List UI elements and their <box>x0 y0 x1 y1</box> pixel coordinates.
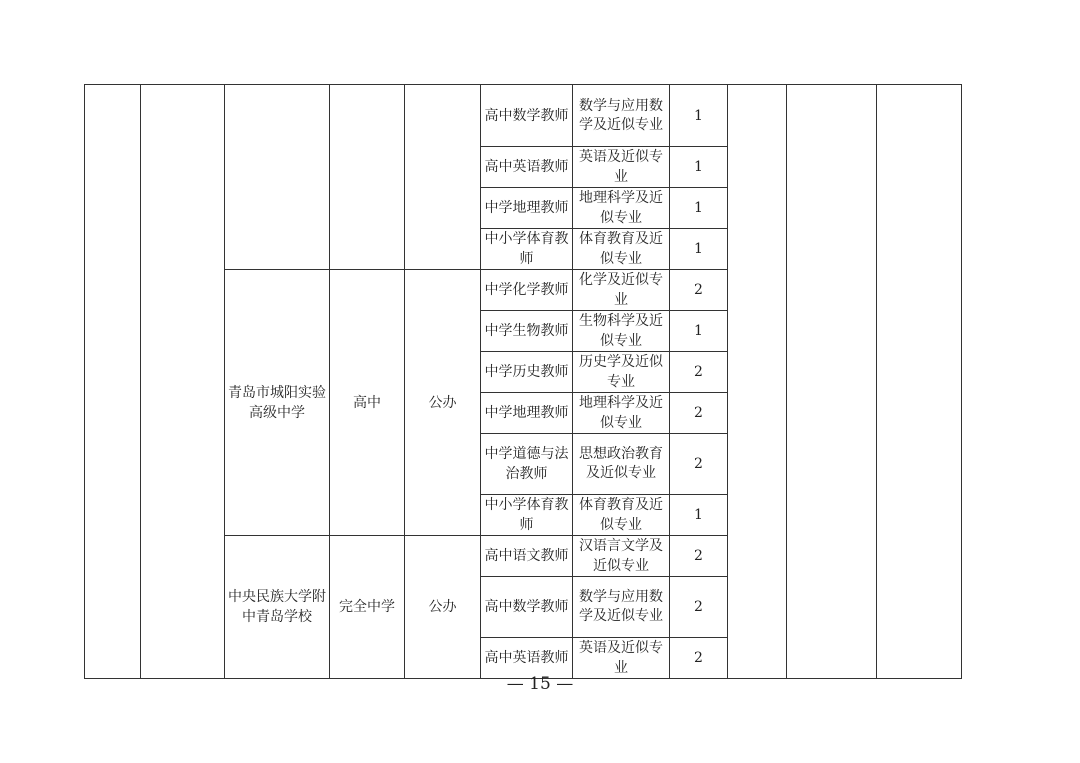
recruitment-table <box>84 84 962 679</box>
hire-count: 1 <box>670 229 728 270</box>
major-requirement: 英语及近似专业 <box>573 147 670 188</box>
post-name: 高中英语教师 <box>481 638 573 679</box>
post-name: 高中英语教师 <box>481 147 573 188</box>
school-type <box>405 85 481 270</box>
post-name: 中学化学教师 <box>481 270 573 311</box>
post-name: 中学地理教师 <box>481 393 573 434</box>
school-type: 公办 <box>405 536 481 679</box>
major-requirement: 英语及近似专业 <box>573 638 670 679</box>
empty-cell <box>85 85 141 679</box>
major-requirement: 地理科学及近似专业 <box>573 393 670 434</box>
major-requirement: 体育教育及近似专业 <box>573 495 670 536</box>
major-requirement: 思想政治教育及近似专业 <box>573 434 670 495</box>
post-name: 高中数学教师 <box>481 85 573 147</box>
hire-count: 1 <box>670 147 728 188</box>
empty-cell <box>728 85 787 679</box>
empty-cell <box>877 85 962 679</box>
empty-cell <box>141 85 225 679</box>
school-level: 高中 <box>330 270 405 536</box>
school-name <box>225 85 330 270</box>
hire-count: 1 <box>670 188 728 229</box>
major-requirement: 数学与应用数学及近似专业 <box>573 85 670 147</box>
school-type: 公办 <box>405 270 481 536</box>
page-number: — 15 — <box>506 674 574 694</box>
post-name: 中学历史教师 <box>481 352 573 393</box>
post-name: 高中数学教师 <box>481 577 573 638</box>
hire-count: 2 <box>670 270 728 311</box>
table-row <box>85 85 962 147</box>
post-name: 高中语文教师 <box>481 536 573 577</box>
major-requirement: 生物科学及近似专业 <box>573 311 670 352</box>
hire-count: 2 <box>670 393 728 434</box>
major-requirement: 汉语言文学及近似专业 <box>573 536 670 577</box>
post-name: 中学道德与法治教师 <box>481 434 573 495</box>
empty-cell <box>787 85 877 679</box>
school-name: 中央民族大学附中青岛学校 <box>225 536 330 679</box>
hire-count: 2 <box>670 638 728 679</box>
major-requirement: 体育教育及近似专业 <box>573 229 670 270</box>
hire-count: 1 <box>670 495 728 536</box>
post-name: 中学生物教师 <box>481 311 573 352</box>
hire-count: 2 <box>670 434 728 495</box>
school-level <box>330 85 405 270</box>
major-requirement: 化学及近似专业 <box>573 270 670 311</box>
hire-count: 2 <box>670 352 728 393</box>
major-requirement: 数学与应用数学及近似专业 <box>573 577 670 638</box>
hire-count: 2 <box>670 536 728 577</box>
post-name: 中学地理教师 <box>481 188 573 229</box>
hire-count: 1 <box>670 85 728 147</box>
major-requirement: 历史学及近似专业 <box>573 352 670 393</box>
post-name: 中小学体育教师 <box>481 495 573 536</box>
school-level: 完全中学 <box>330 536 405 679</box>
school-name: 青岛市城阳实验高级中学 <box>225 270 330 536</box>
major-requirement: 地理科学及近似专业 <box>573 188 670 229</box>
hire-count: 1 <box>670 311 728 352</box>
post-name: 中小学体育教师 <box>481 229 573 270</box>
hire-count: 2 <box>670 577 728 638</box>
